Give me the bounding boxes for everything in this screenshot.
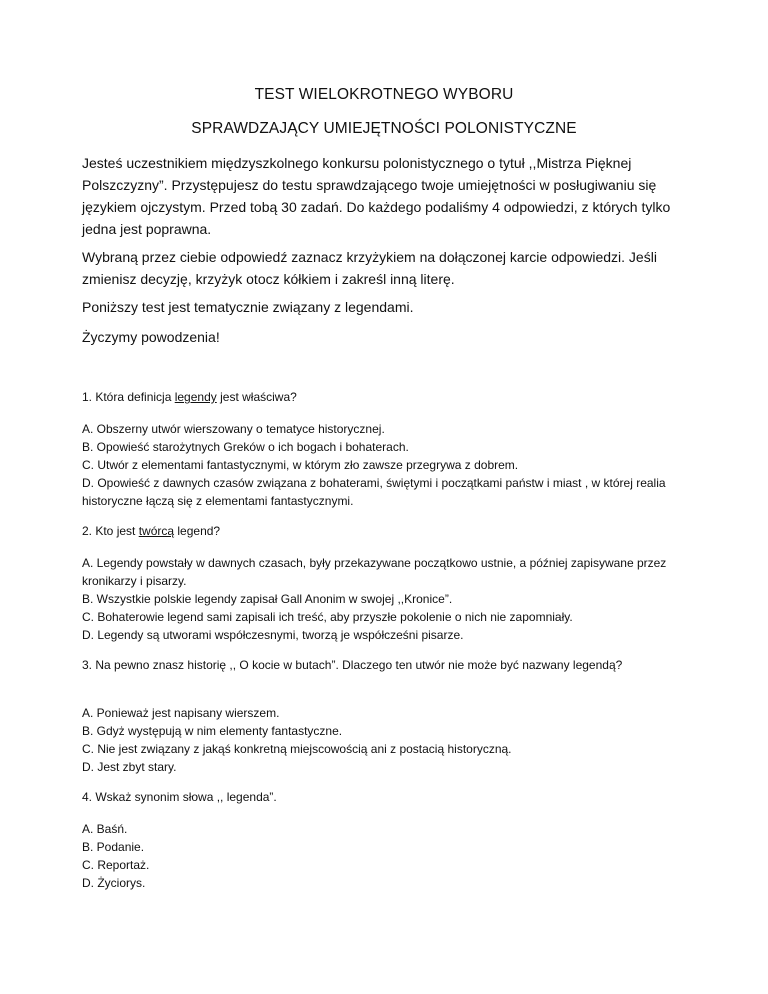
document-title: TEST WIELOKROTNEGO WYBORU: [254, 86, 514, 103]
question-2: [82, 522, 692, 540]
question-3-option-a: A. Ponieważ jest napisany wierszem.: [82, 706, 280, 720]
question-1-option-d: D. Opowieść z dawnych czasów związana z bohaterami, świętymi i początkami państw i miast , w której realia historyczne łączą się z elementami fantastycznymi.: [82, 476, 666, 508]
question-3-option-d: D. Jest zbyt stary.: [82, 760, 177, 774]
question-2-option-b: B. Wszystkie polskie legendy zapisał Gall Anonim w swojej ,,Kronice”.: [82, 592, 453, 606]
question-1-text-start: 1. Która definicja: [82, 390, 175, 404]
question-4-option-c: C. Reportaż.: [82, 858, 150, 872]
question-4: 4. Wskaż synonim słowa ,, legenda”.: [82, 790, 277, 804]
question-3: 3. Na pewno znasz historię ,, O kocie w butach”. Dlaczego ten utwór nie może być nazwany legendą?: [82, 658, 623, 672]
question-1-option-c: C. Utwór z elementami fantastycznymi, w którym zło zawsze przegrywa z dobrem.: [82, 458, 519, 472]
intro-paragraph-2: Wybraną przez ciebie odpowiedź zaznacz krzyżykiem na dołączonej karcie odpowiedzi. Jeśli zmienisz decyzję, krzyżyk otocz kółkiem i zakreśl inną literę.: [82, 249, 657, 287]
question-4-option-a: A. Baśń.: [82, 822, 128, 836]
question-3-option-c: C. Nie jest związany z jakąś konkretną miejscowością ani z postacią historyczną.: [82, 742, 512, 756]
question-1: [82, 388, 692, 406]
question-1-underlined-word: legendy: [174, 390, 217, 404]
question-2-text-end: legend?: [174, 524, 221, 538]
intro-paragraph-4: Życzymy powodzenia!: [82, 329, 220, 345]
question-4-options: [82, 820, 692, 892]
question-2-option-c: C. Bohaterowie legend sami zapisali ich treść, aby przyszłe pokolenie o nich nie zapomniały.: [82, 610, 573, 624]
question-3-options: [82, 704, 692, 776]
question-4-option-b: B. Podanie.: [82, 840, 145, 854]
question-2-options: [82, 554, 692, 644]
question-1-options: [82, 420, 692, 510]
question-1-option-b: B. Opowieść starożytnych Greków o ich bogach i bohaterach.: [82, 440, 409, 454]
question-1-option-a: A. Obszerny utwór wierszowany o tematyce historycznej.: [82, 422, 385, 436]
intro-paragraph-1: Jesteś uczestnikiem międzyszkolnego konkursu polonistycznego o tytuł ,,Mistrza Pięknej Polszczyzny”. Przystępujesz do testu sprawdzającego twoje umiejętności w posługiwaniu się językiem ojczystym. Przed tobą 30 zadań. Do każdego podaliśmy 4 odpowiedzi, z których tylko jedna jest poprawna.: [82, 155, 671, 237]
question-2-text-start: 2. Kto jest: [82, 524, 139, 538]
intro-paragraph-3: Poniższy test jest tematycznie związany z legendami.: [82, 299, 414, 315]
question-4-option-d: D. Życiorys.: [82, 876, 146, 890]
question-1-text-end: jest właściwa?: [216, 390, 297, 404]
document-subtitle: SPRAWDZAJĄCY UMIEJĘTNOŚCI POLONISTYCZNE: [191, 120, 577, 137]
question-2-option-d: D. Legendy są utworami współczesnymi, tworzą je współcześni pisarze.: [82, 628, 464, 642]
question-2-option-a: A. Legendy powstały w dawnych czasach, były przekazywane początkowo ustnie, a później zapisywane przez kronikarzy i pisarzy.: [82, 556, 667, 588]
question-2-underlined-word: twórcą: [138, 524, 175, 538]
question-3-option-b: B. Gdyż występują w nim elementy fantastyczne.: [82, 724, 343, 738]
